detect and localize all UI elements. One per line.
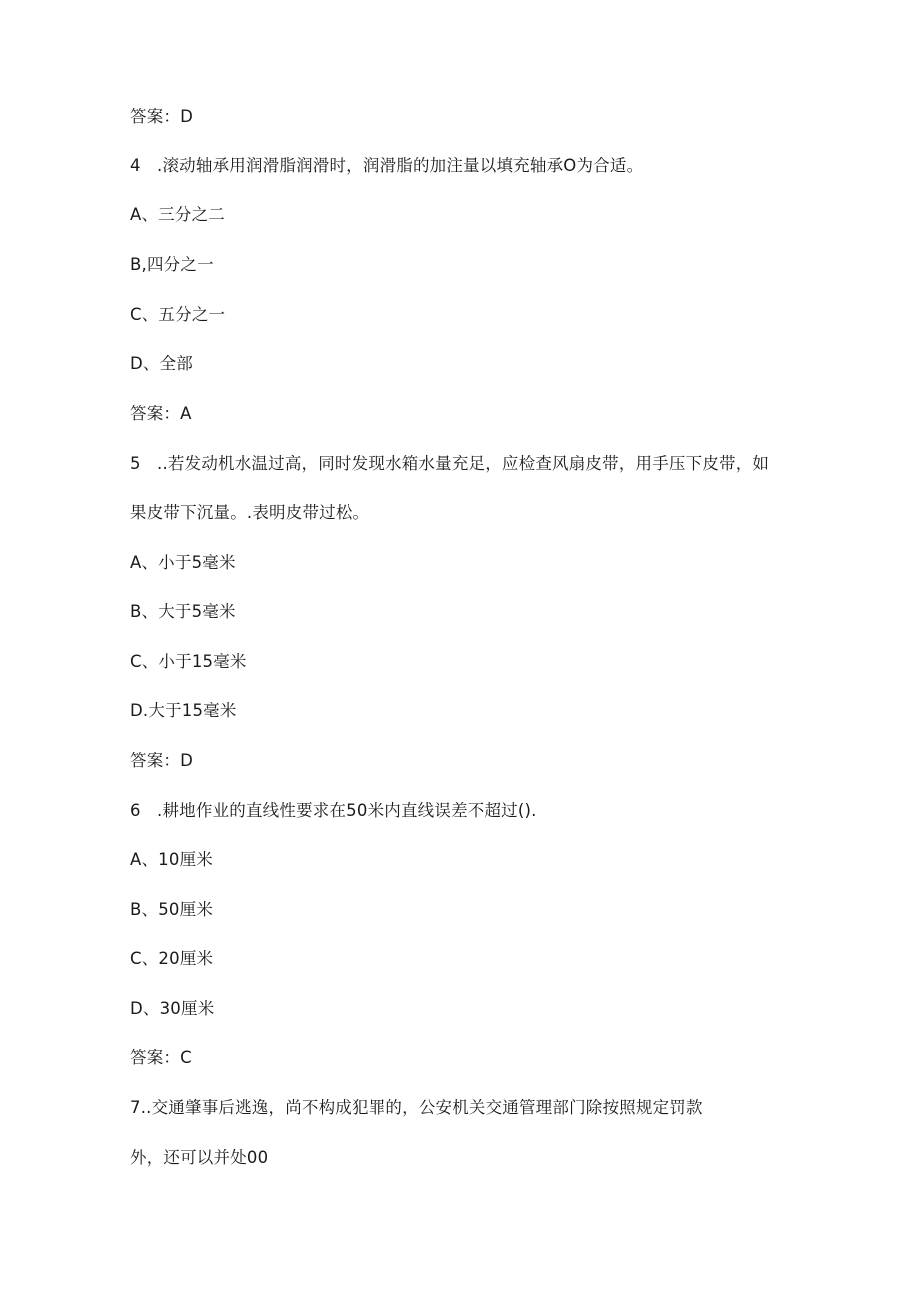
question-5-continued: 果皮带下沉量。.表明皮带过松。	[130, 503, 370, 522]
question-5: 5 ..若发动机水温过高，同时发现水箱水量充足，应检查风扇皮带，用手压下皮带，如	[130, 454, 770, 473]
option-line: D.大于15毫米	[130, 701, 237, 720]
option-line: C、五分之一	[130, 305, 226, 324]
question-7-continued: 外，还可以并处00	[130, 1148, 269, 1167]
option-line: B,四分之一	[130, 255, 214, 274]
option-line: B、50厘米	[130, 900, 214, 919]
answer-line: 答案：C	[130, 1048, 192, 1067]
option-line: D、全部	[130, 354, 194, 373]
question-7: 7..交通肇事后逃逸，尚不构成犯罪的，公安机关交通管理部门除按照规定罚款	[130, 1098, 703, 1117]
option-line: C、20厘米	[130, 949, 214, 968]
answer-line: 答案：D	[130, 107, 194, 126]
question-4: 4 .滚动轴承用润滑脂润滑时，润滑脂的加注量以填充轴承O为合适。	[130, 156, 644, 175]
option-line: B、大于5毫米	[130, 602, 236, 621]
option-line: A、三分之二	[130, 205, 225, 224]
question-6: 6 .耕地作业的直线性要求在50米内直线误差不超过().	[130, 801, 537, 820]
option-line: D、30厘米	[130, 999, 215, 1018]
option-line: A、小于5毫米	[130, 553, 236, 572]
answer-line: 答案：D	[130, 751, 194, 770]
option-line: A、10厘米	[130, 850, 213, 869]
option-line: C、小于15毫米	[130, 652, 247, 671]
answer-line: 答案：A	[130, 404, 192, 423]
